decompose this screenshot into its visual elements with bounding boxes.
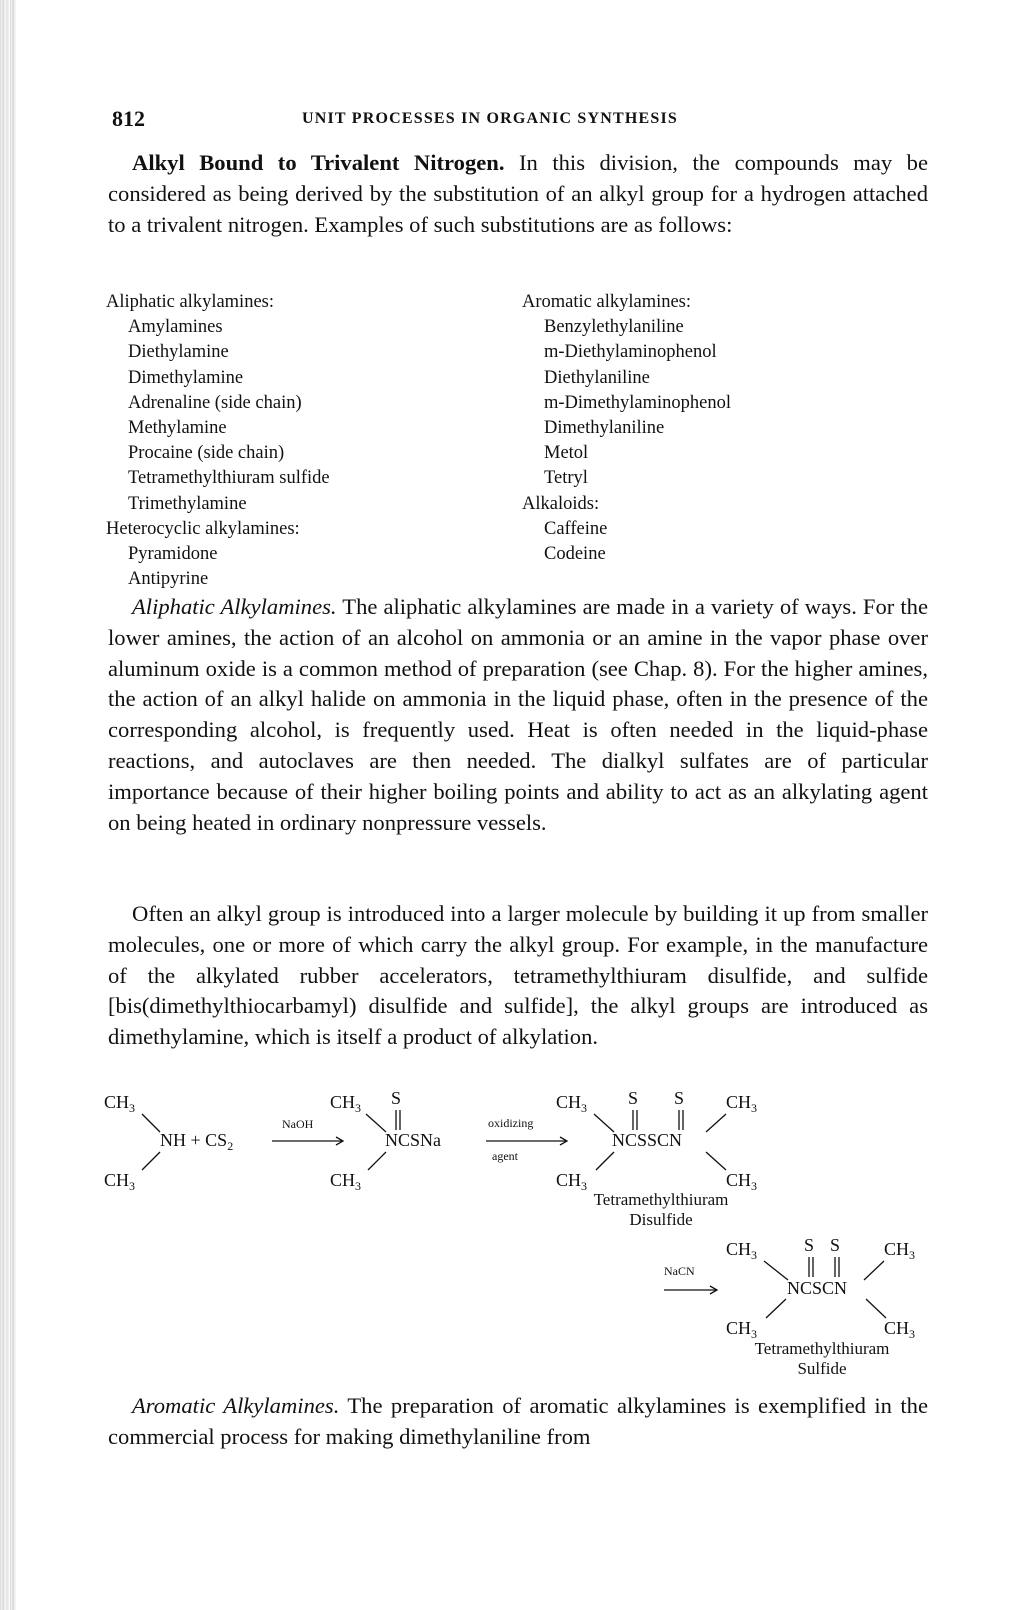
dithiocarbamate-structure: [330, 1088, 441, 1193]
disulfide-structure: [556, 1088, 757, 1229]
list-heading-alkaloids: Alkaloids:: [522, 493, 600, 514]
aromatic-heading: Aromatic Alkylamines.: [132, 1393, 340, 1418]
svg-text:CH3: $CH_3$: [104, 1092, 136, 1115]
running-title: UNIT PROCESSES IN ORGANIC SYNTHESIS: [302, 110, 679, 127]
svg-text:agent: agent: [492, 1149, 518, 1163]
alkyl-building-paragraph: [108, 899, 928, 1053]
list-item: Caffeine: [544, 518, 608, 539]
svg-text:CH3: $CH_3$: [556, 1170, 588, 1193]
list-item: Dimethylamine: [128, 367, 244, 388]
svg-text:NCSCN: NCSCN: [787, 1278, 848, 1298]
intro-paragraph: [108, 148, 928, 240]
list-item: Metol: [544, 443, 589, 464]
svg-text:CH3: $CH_3$: [104, 1170, 136, 1193]
svg-text:S: S: [391, 1088, 402, 1108]
svg-text:NaOH: NaOH: [282, 1117, 314, 1131]
arrow-naoh: [272, 1117, 343, 1145]
alkyl-building-text: Often an alkyl group is introduced into a larger molecule by building it up from smaller molecules, one or more of which carry the alkyl group. For example, in the manufacture of the alkylated rubber accelerators, tetramethylthiuram disulfide, and sulfide [bis(dimethylthiocarbamyl) disulfide and sulfide], the alkyl groups are introduced as dimethylamine, which is itself a product of alkylation.: [108, 901, 928, 1050]
list-item: m-Diethylaminophenol: [544, 342, 717, 363]
list-item: Benzylethylaniline: [544, 317, 684, 338]
list-item: Amylamines: [128, 317, 223, 338]
list-item: Adrenaline (side chain): [128, 392, 302, 413]
page-number: 812: [112, 106, 145, 131]
list-item: Diethylamine: [128, 342, 229, 363]
list-item: Trimethylamine: [128, 493, 247, 514]
list-item: Pyramidone: [128, 544, 218, 565]
sulfide-structure: [726, 1235, 915, 1378]
svg-text:CH3: $CH_3$: [726, 1170, 758, 1193]
svg-text:S: S: [804, 1235, 815, 1255]
svg-text:Tetramethylthiuram: Tetramethylthiuram: [593, 1190, 729, 1209]
list-item: Antipyrine: [128, 569, 209, 590]
svg-text:Disulfide: Disulfide: [629, 1210, 693, 1229]
list-item: Diethylaniline: [544, 367, 650, 388]
svg-text:CH3: $CH_3$: [884, 1318, 916, 1341]
page-header: [112, 106, 932, 136]
aromatic-text: The preparation of aromatic alkylamines is exemplified in the commercial process for making dimethylaniline from: [108, 1393, 928, 1449]
svg-text:NaCN: NaCN: [664, 1264, 695, 1278]
svg-text:S: S: [674, 1088, 685, 1108]
list-item: Methylamine: [128, 418, 227, 439]
list-heading-heterocyclic: Heterocyclic alkylamines:: [106, 518, 300, 539]
svg-text:Sulfide: Sulfide: [797, 1359, 847, 1378]
svg-text:CH3: $CH_3$: [330, 1170, 362, 1193]
svg-text:oxidizing: oxidizing: [488, 1116, 534, 1130]
aliphatic-text: The aliphatic alkylamines are made in a variety of ways. For the lower amines, the action of an alcohol on ammonia or an amine in the vapor phase over aluminum oxide is a common method of preparation (see Chap. 8). For the higher amines, the action of an alkyl halide on ammonia in the liquid phase, often in the presence of the corresponding alcohol, is frequently used. Heat is often needed in the liquid-phase reactions, and autoclaves are then needed. The dialkyl sulfates are of particular importance because of their higher boiling points and ability to act as an alkylating agent on being heated in ordinary nonpressure vessels.: [108, 594, 929, 835]
svg-text:CH3: $CH_3$: [726, 1092, 758, 1115]
arrow-oxidizing-agent: [486, 1116, 567, 1163]
list-item: Dimethylaniline: [544, 418, 665, 439]
section-heading: Alkyl Bound to Trivalent Nitrogen.: [132, 150, 505, 175]
list-heading-aliphatic: Aliphatic alkylamines:: [106, 292, 274, 312]
aliphatic-heading: Aliphatic Alkylamines.: [132, 594, 337, 619]
svg-text:NCSNa: NCSNa: [385, 1130, 442, 1150]
svg-text:S: S: [628, 1088, 639, 1108]
dimethylamine-structure: [104, 1092, 233, 1193]
svg-text:CH3: $CH_3$: [330, 1092, 362, 1115]
svg-text:CH3: $CH_3$: [726, 1239, 758, 1262]
aliphatic-paragraph: [108, 592, 928, 838]
svg-text:CH3: $CH_3$: [556, 1092, 588, 1115]
svg-text:Tetramethylthiuram: Tetramethylthiuram: [754, 1339, 890, 1358]
list-item: Tetryl: [544, 468, 588, 489]
list-item: Procaine (side chain): [128, 443, 285, 464]
list-item: Codeine: [544, 544, 606, 565]
list-item: Tetramethylthiuram sulfide: [128, 468, 330, 489]
list-heading-aromatic: Aromatic alkylamines:: [522, 292, 692, 312]
intro-text: In this division, the compounds may be considered as being derived by the substitution of an alkyl group for a hydrogen attached to a trivalent nitrogen. Examples of such substitutions are as follows:: [108, 150, 928, 237]
left-column: [106, 290, 330, 592]
svg-text:CH3: $CH_3$: [726, 1318, 758, 1341]
arrow-nacn: [664, 1264, 717, 1294]
svg-text:CH3: $CH_3$: [884, 1239, 916, 1262]
svg-text:NH + CS2: NH + $CS_2$: [160, 1130, 234, 1153]
page-binding-edge: [0, 0, 16, 1610]
aromatic-paragraph: [108, 1391, 928, 1453]
right-column: [522, 290, 731, 567]
list-item: m-Dimethylaminophenol: [544, 392, 732, 413]
svg-text:NCSSCN: NCSSCN: [612, 1130, 683, 1150]
svg-text:S: S: [830, 1235, 841, 1255]
